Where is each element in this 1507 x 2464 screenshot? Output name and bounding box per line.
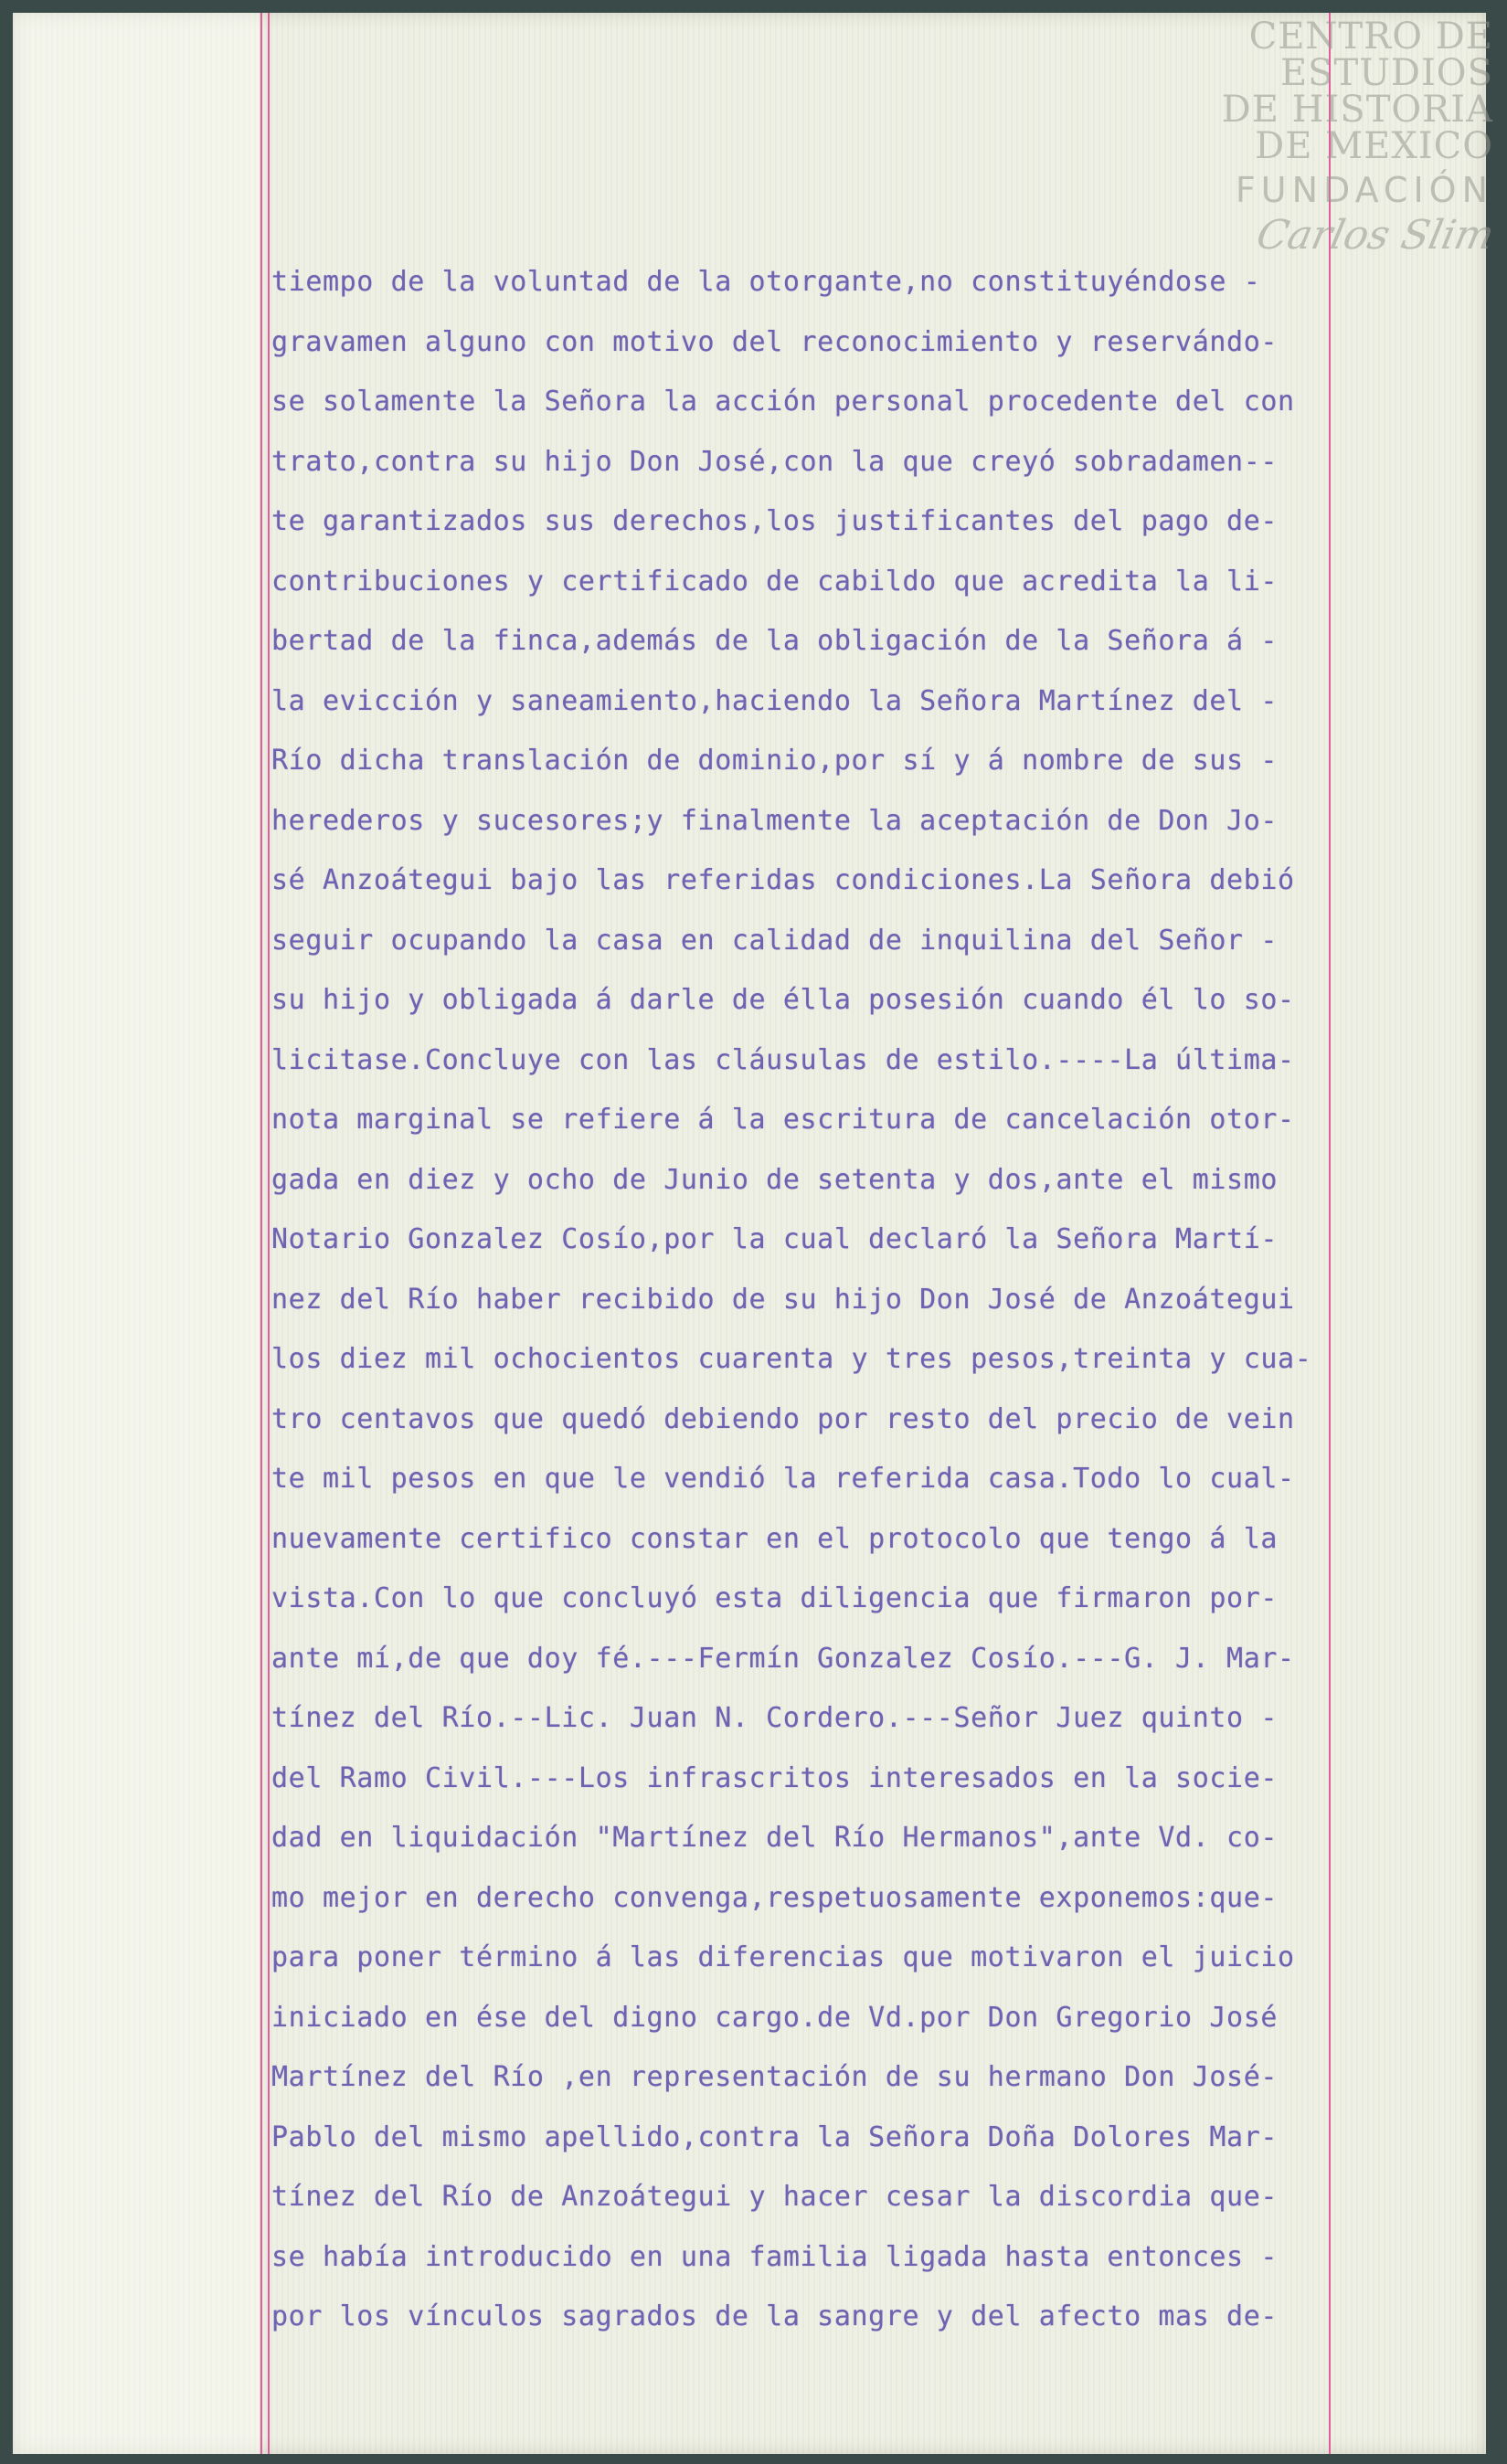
text-line: tínez del Río.--Lic. Juan N. Cordero.---Señor Juez quinto - — [271, 1702, 1279, 1734]
left-margin-rule — [260, 13, 262, 2454]
text-line: su hijo y obligada á darle de élla posesión cuando él lo so- — [271, 984, 1295, 1016]
text-line: los diez mil ochocientos cuarenta y tres pesos,treinta y cua- — [271, 1343, 1312, 1375]
text-line: nota marginal se refiere á la escritura de cancelación otor- — [271, 1104, 1295, 1136]
text-line: seguir ocupando la casa en calidad de inquilina del Señor - — [271, 924, 1279, 957]
left-margin-rule-inner — [268, 13, 270, 2454]
text-line: contribuciones y certificado de cabildo que acredita la li- — [271, 565, 1279, 597]
text-line: ante mí,de que doy fé.---Fermín Gonzalez Cosío.---G. J. Mar- — [271, 1642, 1295, 1675]
text-line: tínez del Río de Anzoátegui y hacer cesar la discordia que- — [271, 2181, 1279, 2213]
document-page — [13, 13, 1499, 2454]
text-line: herederos y sucesores;y finalmente la aceptación de Don Jo- — [271, 804, 1279, 837]
typewritten-text — [271, 252, 1350, 2347]
text-line: trato,contra su hijo Don José,con la que creyó sobradamen-- — [271, 445, 1279, 478]
text-line: para poner término á las diferencias que motivaron el juicio — [271, 1941, 1295, 1973]
text-line: nez del Río haber recibido de su hijo Don José de Anzoátegui — [271, 1283, 1295, 1316]
text-line: te mil pesos en que le vendió la referida casa.Todo lo cual- — [271, 1463, 1295, 1495]
text-line: vista.Con lo que concluyó esta diligencia que firmaron por- — [271, 1582, 1279, 1614]
text-line: nuevamente certifico constar en el protocolo que tengo á la — [271, 1522, 1279, 1555]
text-line: se solamente la Señora la acción personal procedente del con — [271, 386, 1295, 418]
watermark-line: DE HISTORIA — [1221, 89, 1493, 131]
text-line: licitase.Concluye con las cláusulas de estilo.----La última- — [271, 1043, 1295, 1076]
text-line: mo mejor en derecho convenga,respetuosamente exponemos:que- — [271, 1881, 1279, 1914]
text-line: dad en liquidación "Martínez del Río Hermanos",ante Vd. co- — [271, 1822, 1279, 1854]
text-line: por los vínculos sagrados de la sangre y del afecto mas de- — [271, 2300, 1279, 2332]
text-line: sé Anzoátegui bajo las referidas condiciones.La Señora debió — [271, 864, 1295, 896]
watermark-line: DE MEXICO — [1255, 125, 1493, 167]
text-line: gravamen alguno con motivo del reconocimiento y reservándo- — [271, 325, 1279, 358]
watermark-line: ESTUDIOS — [1279, 52, 1493, 94]
watermark-foundation: FUNDACIÓN — [1235, 170, 1493, 210]
text-line: Pablo del mismo apellido,contra la Señora Doña Dolores Mar- — [271, 2120, 1279, 2153]
text-line: gada en diez y ocho de Junio de setenta y dos,ante el mismo — [271, 1163, 1279, 1196]
watermark-line: CENTRO DE — [1248, 16, 1493, 58]
watermark-signature: Carlos Slim — [1252, 212, 1499, 259]
text-line: iniciado en ése del digno cargo.de Vd.por Don Gregorio José — [271, 2001, 1279, 2034]
text-line: Martínez del Río ,en representación de su hermano Don José- — [271, 2061, 1279, 2093]
text-line: tro centavos que quedó debiendo por resto del precio de vein — [271, 1402, 1295, 1435]
text-line: te garantizados sus derechos,los justificantes del pago de- — [271, 505, 1279, 537]
archive-watermark — [1219, 16, 1499, 259]
text-line: Río dicha translación de dominio,por sí y á nombre de sus - — [271, 745, 1279, 777]
text-line: del Ramo Civil.---Los infrascritos interesados en la socie- — [271, 1761, 1279, 1794]
text-line: la evicción y saneamiento,haciendo la Señora Martínez del - — [271, 684, 1279, 717]
text-line: se había introducido en una familia ligada hasta entonces - — [271, 2240, 1279, 2273]
text-line: Notario Gonzalez Cosío,por la cual declaró la Señora Martí- — [271, 1223, 1279, 1255]
text-line: tiempo de la voluntad de la otorgante,no constituyéndose - — [271, 266, 1261, 298]
text-line: bertad de la finca,además de la obligación de la Señora á - — [271, 625, 1279, 657]
left-margin-band — [13, 13, 260, 2454]
